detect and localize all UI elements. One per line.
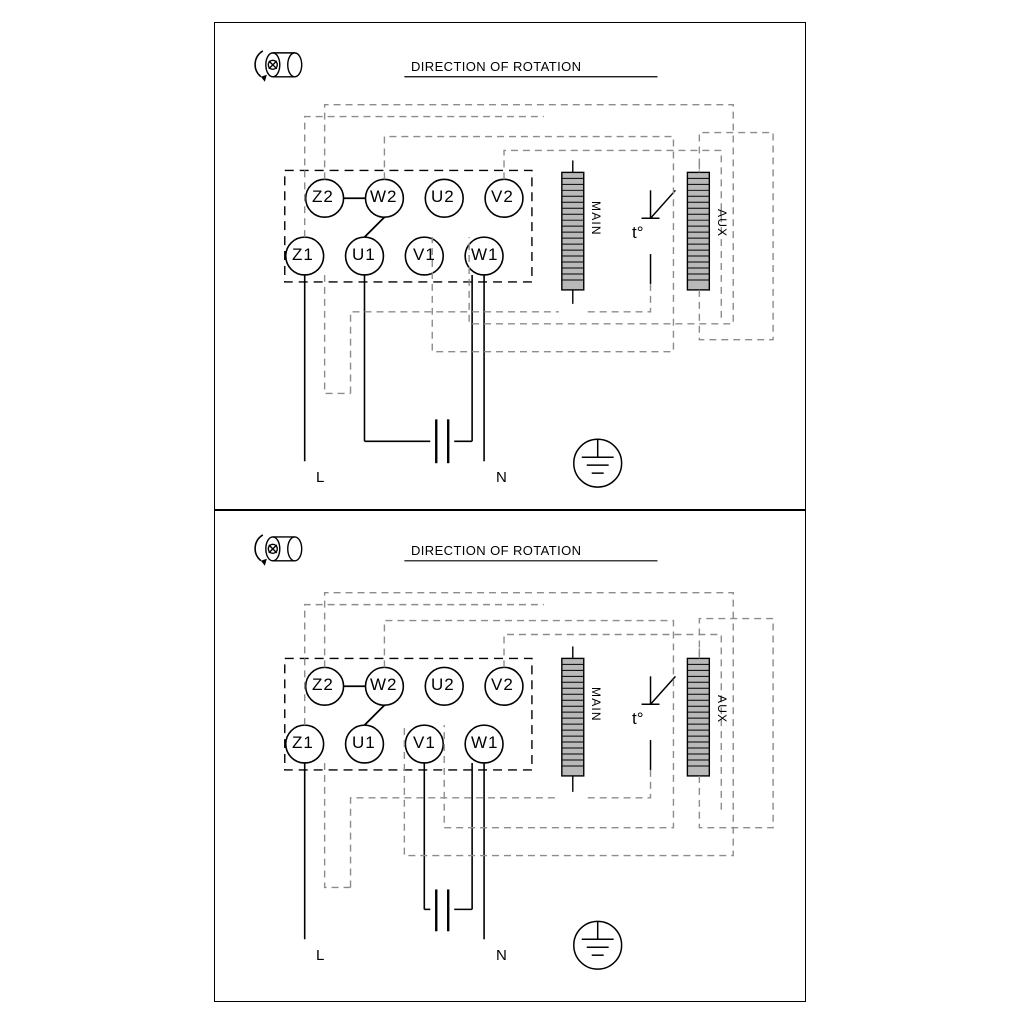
terminal-label-z1-top: Z1 [292,245,314,264]
diagram-panel-bottom [214,510,806,1002]
aux-winding-label-top: AUX [715,209,729,238]
main-winding [562,646,584,791]
neutral-label-bottom: N [496,947,507,964]
main-winding-label-top: MAIN [589,201,603,236]
terminal-label-w1-top: W1 [471,245,499,264]
supply-wires [305,275,484,461]
run-capacitor-icon [436,889,448,931]
thermal-switch-label-top: t° [632,223,644,242]
main-winding [562,160,584,303]
thermal-switch-symbol [642,676,676,770]
earth-ground-icon [574,439,622,487]
terminal-label-w2-bottom: W2 [370,675,398,694]
thermal-switch-symbol [642,190,676,284]
line-label-bottom: L [316,947,325,964]
diagram-panel-top [214,22,806,510]
terminal-label-v1-top: V1 [413,245,436,264]
terminal-label-v2-bottom: V2 [491,675,514,694]
terminal-label-v1-bottom: V1 [413,733,436,752]
aux-winding [687,172,709,290]
terminal-label-u1-bottom: U1 [352,733,376,752]
shaft-rotation-ccw-icon [255,51,302,82]
supply-wires [305,763,484,939]
rotation-direction-label-top: DIRECTION OF ROTATION [411,59,582,74]
diagram-bottom-graphics [215,511,805,1001]
aux-winding-label-bottom: AUX [715,695,729,724]
terminal-label-v2-top: V2 [491,187,514,206]
terminal-label-w2-top: W2 [370,187,398,206]
terminal-label-w1-bottom: W1 [471,733,499,752]
main-winding-label-bottom: MAIN [589,687,603,722]
terminal-label-u2-bottom: U2 [431,675,455,694]
thermal-switch-label-bottom: t° [632,709,644,728]
terminal-label-z1-bottom: Z1 [292,733,314,752]
run-capacitor-icon [436,419,448,463]
shaft-rotation-cw-icon [255,535,302,566]
diagram-top-graphics [215,23,805,509]
line-label-top: L [316,469,325,486]
terminal-label-z2-top: Z2 [312,187,334,206]
rotation-direction-label-bottom: DIRECTION OF ROTATION [411,543,582,558]
terminal-label-u1-top: U1 [352,245,376,264]
earth-ground-icon [574,921,622,969]
aux-winding [687,658,709,776]
terminal-label-z2-bottom: Z2 [312,675,334,694]
neutral-label-top: N [496,469,507,486]
terminal-label-u2-top: U2 [431,187,455,206]
